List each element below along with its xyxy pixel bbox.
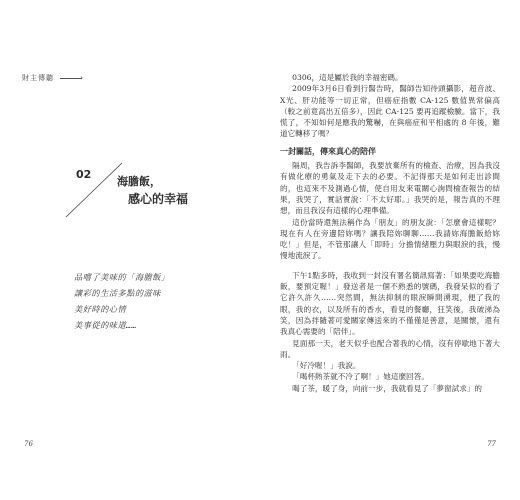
handwritten-line: 美事從的味道…… xyxy=(74,320,137,330)
chapter-number: 02 xyxy=(76,168,92,181)
paragraph: 0306，這是屬於我的幸福密碼。 xyxy=(292,73,403,82)
paragraph: 2009年3月6日看到行醫告時，醫師告知待頭攝影，超音波、X光、肝功能等一切正常，但癌症指數 CA-125 數值異常偏高（較之前竟高出五倍多），因此 CA-125 要再追蹤檢驗。當下，我慌了，不知如何是應我的驚嚇，在與癌症和平相處的 8 年後，難道它轉移了嗎？ xyxy=(280,84,500,139)
paragraph: 見面那一天，老天似乎也配合著我的心情，沒有停歇地下著大雨。 xyxy=(280,338,500,359)
handwritten-note xyxy=(74,269,224,333)
handwritten-line: 品嚐了美味的「海膽飯」 xyxy=(74,272,170,282)
chapter-title-line2: 感心的幸福 xyxy=(128,192,189,206)
chapter-title-line1: 海膽飯， xyxy=(117,175,161,188)
section-heading: 一封關話，傳來真心的陪伴 xyxy=(280,146,376,156)
paragraph: 「好冷喔！」我說。 xyxy=(292,361,361,371)
paragraph: 「喝杯熱茶就不冷了啊！」她這麼回答。 xyxy=(292,372,429,382)
paragraph: 下午1點多時，我收到一封沒有署名簡訊寫著：「如果要吃海膽飯，要預定喔！」發送者是一個不熟悉的號碼，我發呆似的看了它許久許久……突然間，無法抑制的眼淚瞬間湧現，便了我的眼，我的衣，以及所有的香水，看見的餐廳，狂笑後，我破涕為笑，因為拌隨著可愛關家傳送來的不僅僅是善意，是關懷，還有我真心需要的「陪伴」。 xyxy=(280,270,500,337)
body-text xyxy=(280,72,500,394)
running-head xyxy=(22,73,84,83)
handwritten-line: 美好時的心情 xyxy=(74,304,127,314)
right-page xyxy=(260,0,520,500)
page-number-left: 76 xyxy=(24,440,33,448)
paragraph-gap xyxy=(280,262,500,270)
running-head-rule xyxy=(60,78,82,79)
paragraph: 喝了茶，暖了身，向前一步，我就看見了「夢窗試求」的 xyxy=(292,383,482,393)
running-head-arrow-icon: › xyxy=(80,74,85,82)
chapter-divider-slash xyxy=(64,160,134,220)
paragraph: 隔周，我告訴李醫師，我要放棄所有的檢查、治療，因為我沒有做化療的勇氣及走下去的必要。不記得那天是如何走出診間的，也這來不及測過心情，使自用友來電關心詢問檢查報告的結果，我哭了，實話實說：「不太好耶。」我哭的是，報告真的不理想，而且我沒有這樣的心理準備。 xyxy=(280,161,500,216)
page-number-right: 77 xyxy=(487,440,496,448)
handwritten-line: 讓彩的生活多點的滋味 xyxy=(74,288,161,298)
paragraph: 這份當時還無法稱作為「朋友」的朋友說：「怎麼會這樣呢？現在有人在旁邊陪妳嗎？讓我陪妳聊聊……我請妳海膽飯給妳吃！」但是，不管那讓人「即時」分擔情緒壓力與眼淚的我，慢慢地流淚了。 xyxy=(280,217,500,261)
running-head-text: 財主傳聽 xyxy=(22,74,54,82)
